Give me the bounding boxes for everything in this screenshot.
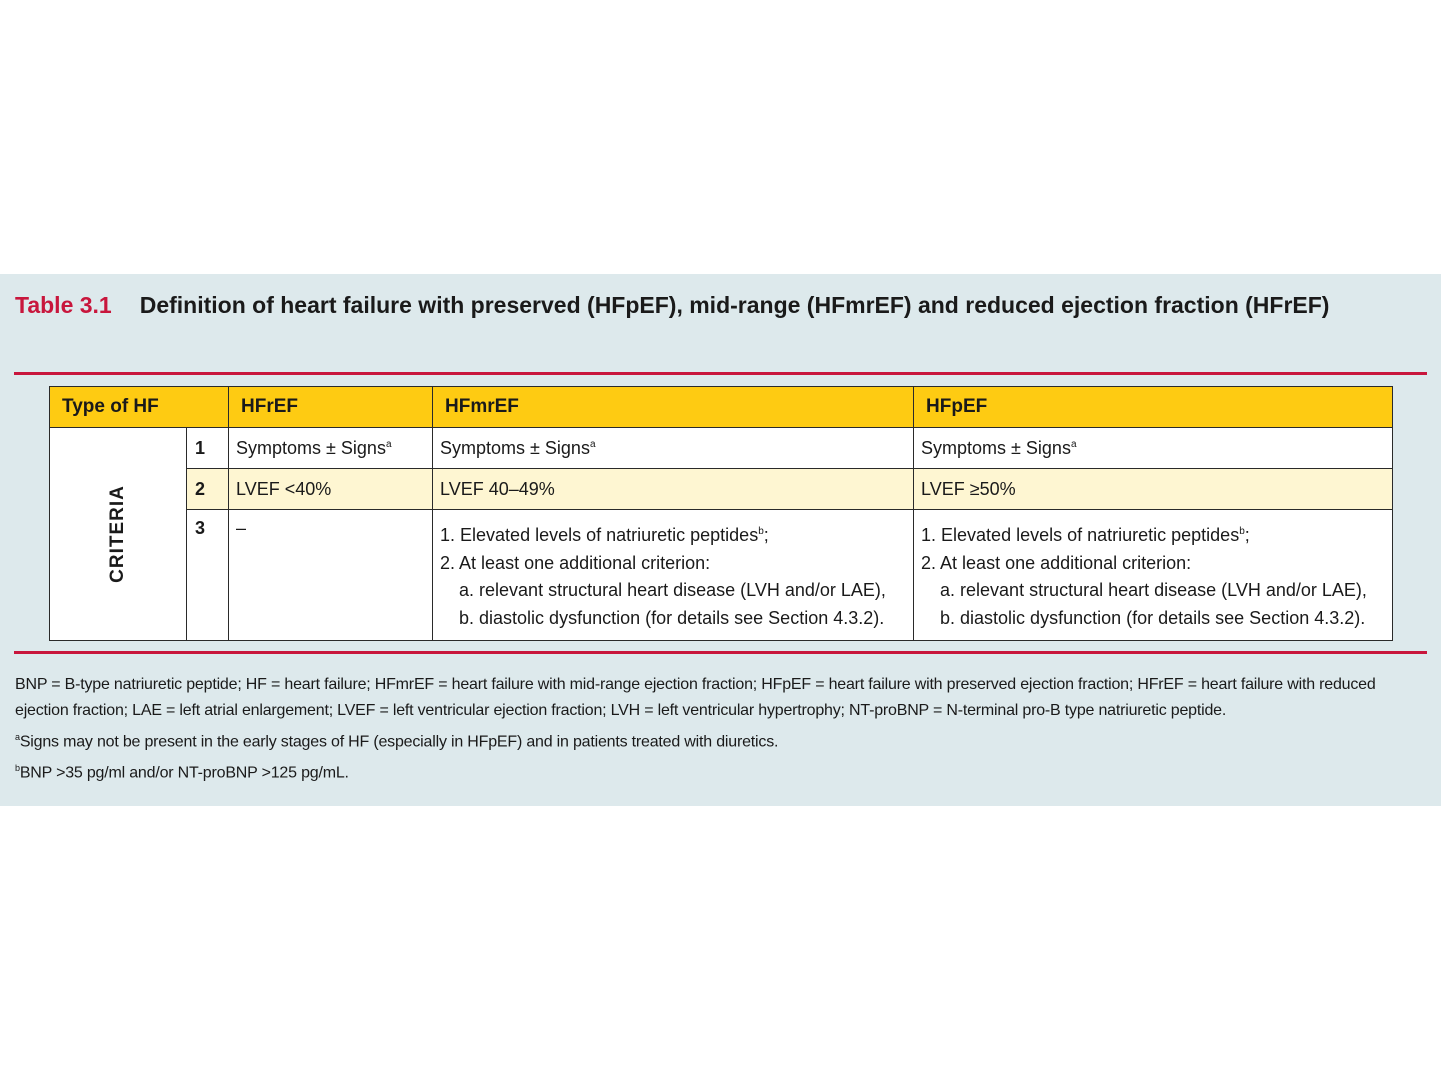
cell-text: Symptoms ± Signs	[440, 437, 590, 458]
cell-hfref: –	[229, 510, 433, 641]
cell-hfmref: LVEF 40–49%	[433, 469, 914, 510]
footnote-text: Signs may not be present in the early stages of HF (especially in HFpEF) and in patients treated with diuretics.	[19, 733, 779, 751]
header-hfref: HFrEF	[229, 387, 433, 428]
footnotes	[15, 672, 1430, 787]
header-row	[50, 387, 1393, 428]
criterion-subline: a. relevant structural heart disease (LVH and/or LAE),	[459, 580, 886, 600]
footnote-a	[15, 724, 1430, 755]
footnote-marker: a	[1070, 438, 1077, 450]
footnote-marker: a	[589, 438, 596, 450]
cell-hfmref	[433, 510, 914, 641]
footnote-b	[15, 755, 1430, 786]
criterion-line	[921, 518, 1385, 550]
top-rule	[14, 372, 1427, 375]
footnote-marker: b	[1239, 526, 1245, 537]
criteria-label-cell	[50, 428, 187, 641]
criterion-subline: a. relevant structural heart disease (LVH and/or LAE),	[940, 580, 1367, 600]
criterion-text: 1. Elevated levels of natriuretic peptides	[921, 525, 1240, 545]
table-row	[50, 510, 1393, 641]
criterion-line: 2. At least one additional criterion:	[440, 552, 711, 573]
hf-definition-table	[49, 386, 1393, 641]
header-type-of-hf: Type of HF	[50, 387, 229, 428]
criterion-subline: b. diastolic dysfunction (for details see Section 4.3.2).	[459, 607, 885, 628]
footnote-marker: a	[385, 438, 392, 450]
footnote-marker: a	[15, 732, 20, 742]
criteria-label: CRITERIA	[106, 485, 128, 583]
cell-hfpef	[914, 428, 1393, 469]
table-title	[15, 288, 1415, 322]
criterion-subline: b. diastolic dysfunction (for details see Section 4.3.2).	[940, 607, 1366, 628]
cell-hfref: LVEF <40%	[229, 469, 433, 510]
criterion-text: 1. Elevated levels of natriuretic peptides	[440, 525, 759, 545]
cell-text: Symptoms ± Signs	[236, 437, 386, 458]
table-caption: Definition of heart failure with preserved (HFpEF), mid-range (HFmrEF) and reduced ejection fraction (HFrEF)	[139, 292, 1330, 318]
row-number: 1	[187, 428, 229, 469]
punctuation: ;	[1244, 525, 1250, 545]
criterion-line: 2. At least one additional criterion:	[921, 552, 1192, 573]
punctuation: ;	[763, 525, 769, 545]
row-number: 3	[187, 510, 229, 641]
cell-text: Symptoms ± Signs	[921, 437, 1071, 458]
cell-hfpef: LVEF ≥50%	[914, 469, 1393, 510]
table-number: Table 3.1	[15, 292, 112, 318]
bottom-rule	[14, 651, 1427, 654]
footnote-text: BNP >35 pg/ml and/or NT-proBNP >125 pg/mL.	[19, 764, 349, 782]
cell-hfref	[229, 428, 433, 469]
cell-hfmref	[433, 428, 914, 469]
cell-hfpef	[914, 510, 1393, 641]
abbreviations-note: BNP = B-type natriuretic peptide; HF = heart failure; HFmrEF = heart failure with mid-range ejection fraction; HFpEF = heart failure with preserved ejection fraction; HFrEF = heart failure with reduced ejection fraction; LAE = left atrial enlargement; LVEF = left ventricular ejection fraction; LVH = left ventricular hypertrophy; NT-proBNP = N-terminal pro-B type natriuretic peptide.	[15, 676, 1376, 719]
header-hfmref: HFmrEF	[433, 387, 914, 428]
table-row	[50, 428, 1393, 469]
row-number: 2	[187, 469, 229, 510]
footnote-marker: b	[758, 526, 764, 537]
table-row	[50, 469, 1393, 510]
criterion-line	[440, 518, 906, 550]
footnote-marker: b	[15, 763, 20, 774]
header-hfpef: HFpEF	[914, 387, 1393, 428]
